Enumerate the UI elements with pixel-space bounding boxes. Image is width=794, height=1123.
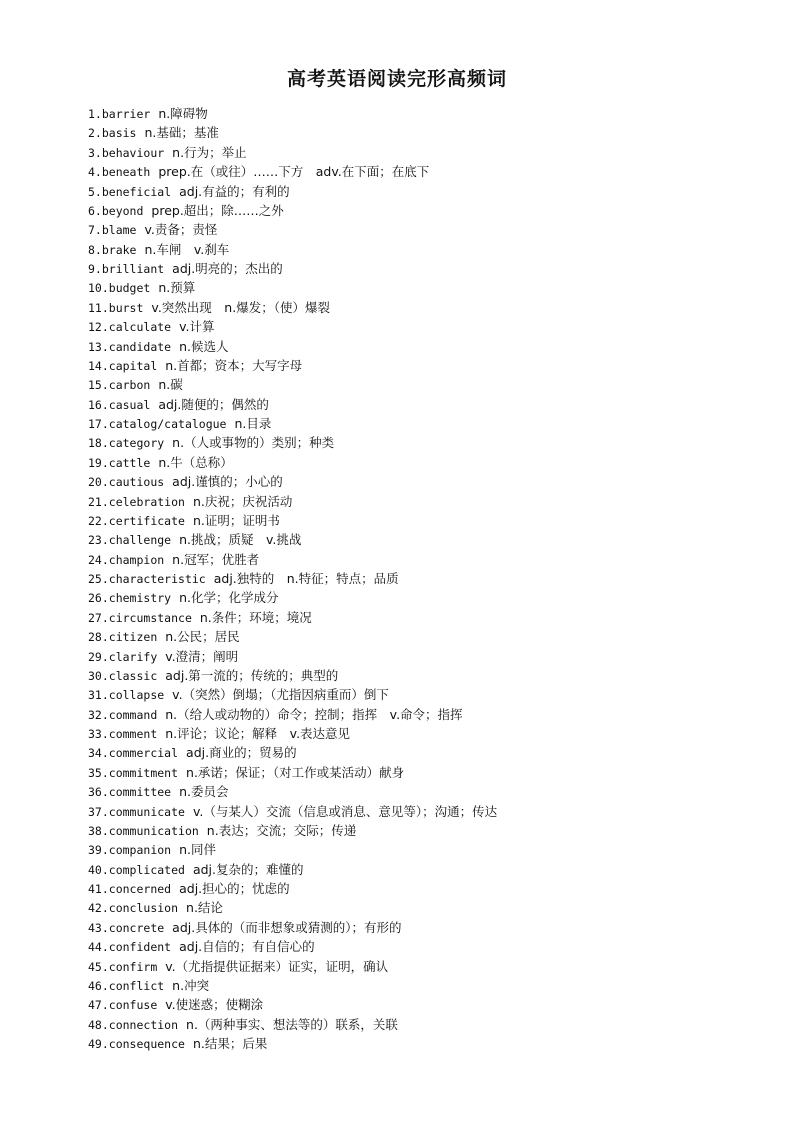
entry-definition: adj.独特的 n.特征；特点；品质	[213, 571, 399, 586]
entry-definition: n.委员会	[179, 784, 229, 800]
entry-word: communicate	[108, 804, 185, 819]
entry-definition: n.基础；基准	[144, 125, 219, 141]
entry-definition: n.障碍物	[158, 106, 208, 121]
entry-number: 41.	[88, 882, 109, 896]
entry-word: budget	[108, 281, 151, 296]
entry-definition: n.冲突	[172, 977, 210, 993]
vocab-entry	[88, 492, 768, 511]
entry-word: candidate	[108, 339, 172, 354]
vocab-entry	[88, 802, 768, 821]
entry-definition: v.计算	[179, 319, 215, 335]
vocab-entry	[88, 588, 768, 607]
entry-word: challenge	[108, 533, 172, 548]
entry-word: champion	[108, 552, 165, 567]
entry-word: chemistry	[108, 591, 172, 606]
entry-number: 29.	[88, 649, 109, 664]
entry-definition: adj.具体的（而非想象或猜测的）；有形的	[172, 919, 402, 935]
vocab-entry	[88, 666, 768, 685]
entry-word: beyond	[101, 203, 144, 218]
entry-number: 9.	[88, 262, 102, 276]
vocab-entry	[88, 569, 768, 588]
vocab-entry	[88, 182, 768, 201]
entry-word: cattle	[108, 455, 151, 470]
entry-definition: n.同伴	[179, 842, 216, 858]
entry-definition: n.承诺；保证；（对工作或某活动）献身	[186, 764, 405, 780]
vocab-entry	[88, 220, 768, 239]
vocab-entry	[88, 957, 768, 976]
vocab-entry	[88, 1015, 768, 1034]
entry-word: brilliant	[101, 262, 165, 276]
entry-number: 32.	[88, 707, 109, 722]
entry-definition: adj.谨慎的；小心的	[172, 474, 283, 490]
vocab-entry	[88, 337, 768, 356]
entry-number: 43.	[88, 920, 109, 935]
entry-number: 5.	[88, 184, 102, 199]
entry-definition: n.首都；资本；大写字母	[165, 357, 303, 373]
entry-word: concrete	[108, 920, 165, 935]
entry-number: 31.	[88, 688, 109, 703]
entry-word: clarify	[108, 649, 158, 664]
vocab-entry	[88, 433, 768, 452]
entry-number: 22.	[88, 513, 109, 528]
entry-number: 34.	[88, 746, 109, 761]
entry-word: basis	[101, 126, 137, 141]
entry-word: celebration	[108, 494, 185, 509]
vocab-entry	[88, 530, 768, 549]
entry-definition: adj.明亮的；杰出的	[172, 261, 283, 276]
vocab-entry	[88, 375, 768, 394]
entry-number: 26.	[88, 591, 109, 606]
entry-number: 15.	[88, 378, 109, 393]
entry-definition: n.（人或事物的）类别；种类	[172, 435, 335, 451]
vocab-entry	[88, 743, 768, 762]
entry-definition: n.结果；后果	[192, 1036, 268, 1051]
vocab-entry	[88, 976, 768, 995]
entry-definition: n.预算	[158, 280, 196, 296]
entry-word: behaviour	[101, 145, 165, 160]
entry-definition: v.使迷惑；使糊涂	[165, 997, 264, 1013]
entry-definition: n.公民；居民	[165, 629, 240, 645]
entry-word: capital	[108, 358, 158, 373]
entry-definition: v.（突然）倒塌；（尤指因病重而）倒下	[172, 687, 389, 703]
vocab-entry	[88, 821, 768, 840]
entry-number: 33.	[88, 727, 109, 741]
entry-number: 27.	[88, 610, 109, 625]
entry-definition: adj.第一流的；传统的；典型的	[165, 667, 339, 683]
page-title: 高考英语阅读完形高频词	[286, 68, 507, 90]
vocab-entry	[88, 511, 768, 530]
entry-number: 49.	[88, 1037, 109, 1051]
entry-definition: n.车闸 v.刹车	[144, 241, 230, 257]
entry-number: 20.	[88, 475, 109, 490]
vocab-entry	[88, 918, 768, 937]
entry-number: 19.	[88, 455, 109, 470]
vocab-entry	[88, 550, 768, 569]
vocab-entry	[88, 259, 768, 278]
vocab-entry	[88, 995, 768, 1014]
vocab-entry	[88, 782, 768, 801]
entry-word: brake	[101, 242, 137, 257]
entry-word: concerned	[108, 882, 172, 896]
entry-definition: n.证明；证明书	[192, 512, 280, 528]
entry-word: beneficial	[101, 184, 172, 199]
entry-word: confirm	[108, 959, 158, 974]
entry-word: command	[108, 707, 158, 722]
entry-number: 35.	[88, 765, 109, 780]
entry-word: commercial	[108, 746, 179, 761]
entry-word: circumstance	[108, 610, 192, 625]
vocab-entry	[88, 278, 768, 297]
vocab-entry	[88, 317, 768, 336]
entry-word: commitment	[108, 765, 179, 780]
entry-word: communication	[108, 823, 199, 838]
vocab-entry	[88, 898, 768, 917]
entry-definition: n.化学；化学成分	[179, 590, 279, 606]
entry-definition: n.（给人或动物的）命令；控制；指挥 v.命令；指挥	[165, 706, 463, 722]
vocab-entry	[88, 123, 768, 142]
vocab-entry	[88, 840, 768, 859]
entry-number: 17.	[88, 417, 109, 431]
vocab-entry	[88, 724, 768, 743]
entry-number: 16.	[88, 397, 109, 412]
entry-word: blame	[101, 223, 137, 238]
entry-word: confuse	[108, 998, 158, 1013]
entry-definition: n.行为；举止	[172, 144, 247, 160]
vocab-entry	[88, 298, 768, 317]
entry-number: 3.	[88, 145, 102, 160]
entry-number: 48.	[88, 1017, 109, 1032]
vocab-entry	[88, 1034, 768, 1053]
vocab-entry	[88, 608, 768, 627]
entry-number: 25.	[88, 572, 109, 586]
entry-number: 44.	[88, 940, 109, 955]
vocab-entry	[88, 240, 768, 259]
entry-word: complicated	[108, 862, 185, 877]
entry-definition: adj.担心的；忧虑的	[179, 881, 290, 896]
entry-definition: adj.有益的；有利的	[179, 183, 290, 199]
entry-definition: adj.随便的；偶然的	[158, 396, 269, 412]
vocab-entry	[88, 937, 768, 956]
vocab-entry	[88, 162, 768, 181]
vocab-entry	[88, 356, 768, 375]
entry-word: calculate	[108, 320, 172, 335]
entry-word: characteristic	[108, 572, 206, 586]
entry-definition: n.冠军；优胜者	[172, 551, 260, 567]
entry-definition: n.庆祝；庆祝活动	[192, 493, 293, 509]
entry-word: collapse	[108, 688, 165, 703]
vocabulary-list	[88, 104, 768, 1053]
vocab-entry	[88, 472, 768, 491]
entry-definition: v.责备；责怪	[144, 222, 218, 238]
entry-definition: prep.超出；除……之外	[151, 202, 284, 218]
entry-number: 2.	[88, 126, 102, 141]
entry-number: 13.	[88, 339, 109, 354]
entry-definition: n.挑战；质疑 v.挑战	[179, 532, 302, 548]
entry-definition: n.目录	[234, 416, 272, 431]
entry-number: 18.	[88, 436, 109, 451]
entry-word: casual	[108, 397, 151, 412]
vocab-entry	[88, 201, 768, 220]
entry-word: carbon	[108, 378, 151, 393]
entry-word: catalog/catalogue	[108, 417, 227, 431]
entry-number: 24.	[88, 552, 109, 567]
entry-number: 46.	[88, 978, 109, 993]
entry-number: 10.	[88, 281, 109, 296]
entry-number: 30.	[88, 668, 109, 683]
entry-word: beneath	[101, 165, 151, 180]
entry-number: 39.	[88, 843, 109, 858]
entry-word: comment	[108, 727, 158, 741]
vocab-entry	[88, 647, 768, 666]
entry-number: 28.	[88, 630, 109, 645]
entry-word: consequence	[108, 1037, 185, 1051]
entry-definition: v.澄清；阐明	[165, 648, 239, 664]
entry-definition: n.（两种事实、想法等的）联系，关联	[186, 1016, 398, 1032]
entry-definition: n.结论	[186, 900, 223, 916]
entry-definition: v.突然出现 n.爆发；（使）爆裂	[151, 299, 330, 315]
entry-word: committee	[108, 785, 172, 800]
entry-definition: adj.自信的；有自信心的	[179, 939, 315, 955]
entry-definition: adj.商业的；贸易的	[186, 745, 297, 761]
entry-word: category	[108, 436, 165, 451]
entry-definition: n.碳	[158, 377, 183, 393]
entry-word: certificate	[108, 513, 185, 528]
entry-definition: prep.在（或往）……下方 adv.在下面；在底下	[158, 164, 430, 180]
vocab-entry	[88, 395, 768, 414]
entry-number: 45.	[88, 959, 109, 974]
vocab-entry	[88, 879, 768, 898]
vocab-entry	[88, 627, 768, 646]
entry-number: 6.	[88, 203, 102, 218]
entry-number: 36.	[88, 785, 109, 800]
entry-number: 38.	[88, 823, 109, 838]
vocab-entry	[88, 143, 768, 162]
entry-definition: n.评论；议论；解释 v.表达意见	[165, 726, 351, 741]
entry-definition: v.（尤指提供证据来）证实，证明，确认	[165, 958, 389, 974]
entry-word: cautious	[108, 475, 165, 490]
entry-word: companion	[108, 843, 172, 858]
entry-word: conflict	[108, 978, 165, 993]
entry-number: 23.	[88, 533, 109, 548]
entry-definition: n.牛（总称）	[158, 454, 233, 470]
entry-number: 8.	[88, 242, 102, 257]
entry-number: 7.	[88, 223, 102, 238]
entry-number: 11.	[88, 300, 109, 315]
vocab-entry	[88, 705, 768, 724]
entry-definition: n.候选人	[179, 338, 229, 354]
entry-number: 1.	[88, 107, 102, 121]
entry-word: classic	[108, 668, 158, 683]
entry-number: 42.	[88, 901, 109, 916]
entry-definition: n.条件；环境；境况	[199, 609, 312, 625]
entry-number: 21.	[88, 494, 109, 509]
vocab-entry	[88, 860, 768, 879]
vocab-entry	[88, 414, 768, 433]
entry-number: 14.	[88, 358, 109, 373]
entry-word: citizen	[108, 630, 158, 645]
entry-number: 37.	[88, 804, 109, 819]
vocab-entry	[88, 453, 768, 472]
entry-word: confident	[108, 940, 172, 955]
vocab-entry	[88, 763, 768, 782]
entry-word: connection	[108, 1017, 179, 1032]
entry-number: 47.	[88, 998, 109, 1013]
entry-definition: n.表达；交流；交际；传递	[206, 822, 357, 838]
entry-number: 4.	[88, 165, 102, 180]
entry-number: 40.	[88, 862, 109, 877]
vocab-entry	[88, 685, 768, 704]
vocab-entry	[88, 104, 768, 123]
entry-definition: v.（与某人）交流（信息或消息、意见等）；沟通；传达	[192, 803, 498, 819]
entry-number: 12.	[88, 320, 109, 335]
entry-word: burst	[108, 300, 144, 315]
entry-definition: adj.复杂的；难懂的	[192, 861, 304, 877]
entry-word: barrier	[101, 107, 151, 121]
entry-word: conclusion	[108, 901, 179, 916]
